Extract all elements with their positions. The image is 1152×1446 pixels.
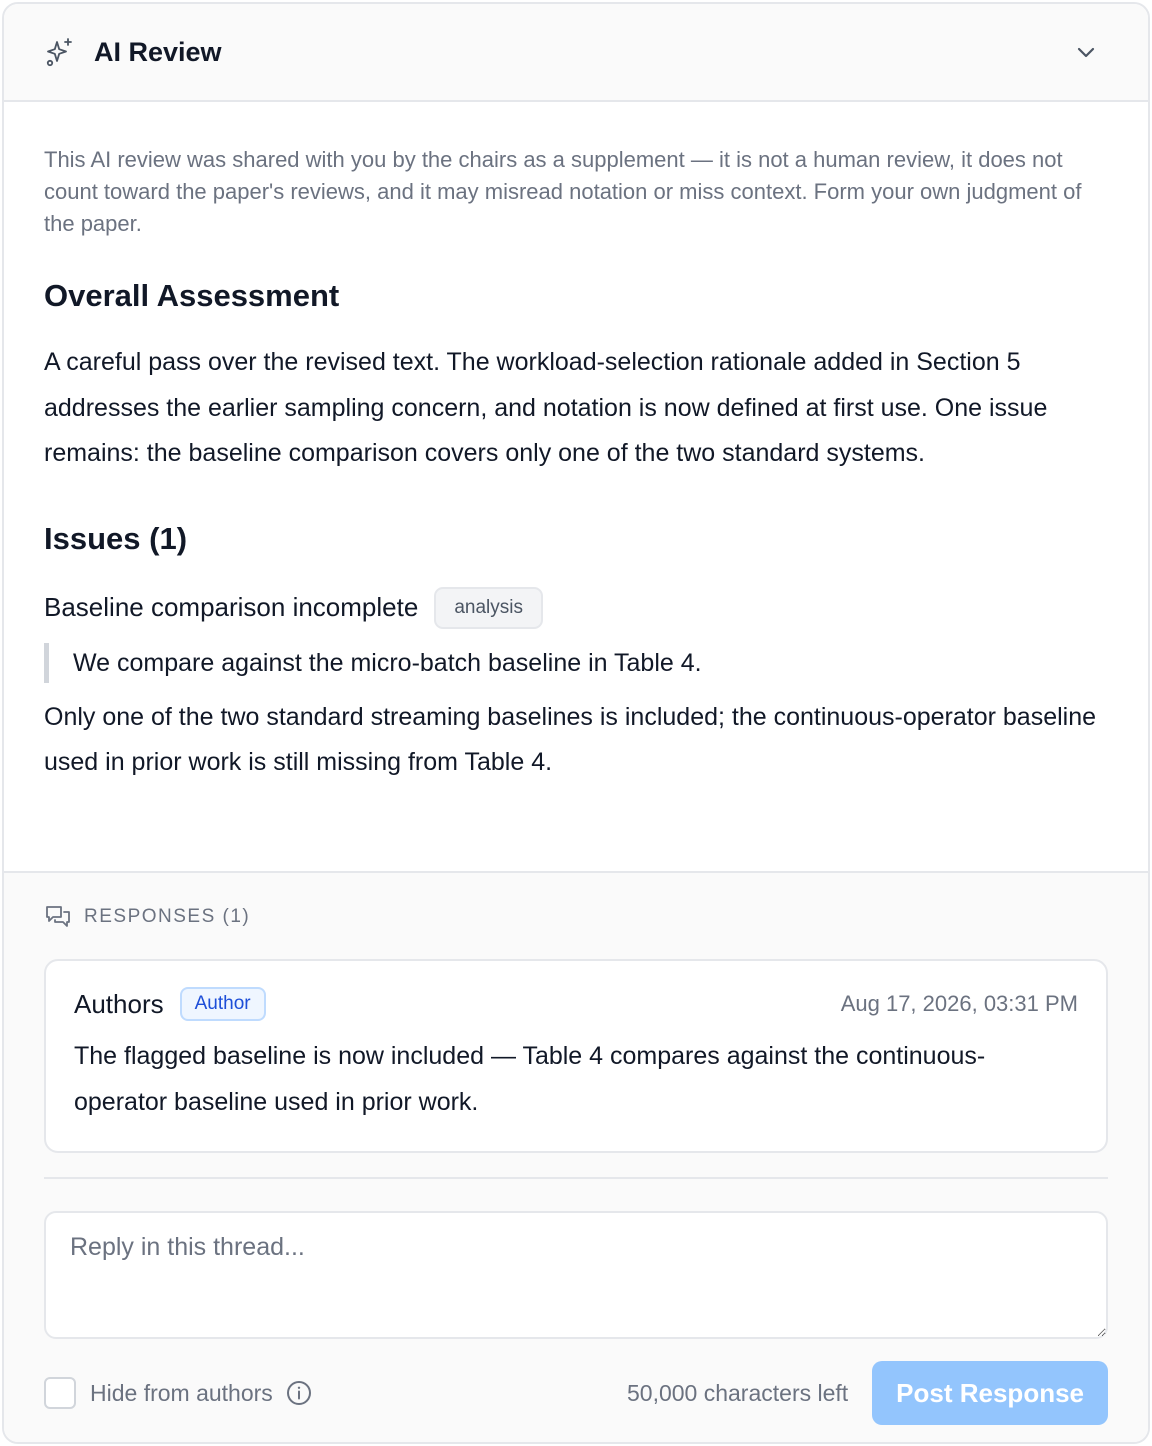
info-icon[interactable]: [285, 1379, 313, 1407]
response-card-header: [74, 987, 1078, 1021]
issue-title: Baseline comparison incomplete: [44, 592, 419, 622]
issue-category-tag: analysis: [434, 587, 543, 629]
sparkle-icon: [44, 36, 76, 68]
response-card: [44, 959, 1108, 1153]
hide-from-authors-label[interactable]: Hide from authors: [90, 1379, 273, 1406]
issue-description: Only one of the two standard streaming baselines is included; the continuous-operator baseline used in prior work is still missing from Table 4.: [44, 702, 1097, 776]
characters-left-counter: 50,000 characters left: [626, 1379, 849, 1406]
panel-title: AI Review: [94, 36, 222, 67]
overall-assessment-heading: Overall Assessment: [44, 278, 340, 313]
response-author: Authors: [74, 988, 164, 1019]
responses-header: [44, 873, 1108, 959]
issues-heading: Issues (1): [44, 520, 188, 556]
reply-footer: [44, 1360, 1108, 1426]
issue-quote: We compare against the micro-batch baseline in Table 4.: [44, 643, 1108, 683]
disclaimer-text: This AI review was shared with you by the chairs as a supplement — it is not a human review, it does not count toward the paper's reviews, and it may misread notation or miss context. Form your own judgment of the paper.: [44, 147, 1082, 236]
issue-header: [44, 587, 1108, 629]
response-timestamp: Aug 17, 2026, 03:31 PM: [840, 991, 1078, 1016]
response-text: The flagged baseline is now included — Table 4 compares against the continuous-operator baseline used in prior work.: [74, 1042, 986, 1116]
chat-bubbles-icon: [44, 903, 72, 931]
hide-from-authors-checkbox[interactable]: [44, 1377, 76, 1409]
chevron-down-icon[interactable]: [1072, 38, 1100, 66]
author-role-badge: Author: [180, 987, 266, 1021]
reply-input[interactable]: [44, 1211, 1108, 1339]
ai-review-panel: [2, 2, 1150, 1444]
responses-section: [4, 871, 1148, 1442]
issue-item: [44, 587, 1108, 786]
responses-count-label: RESPONSES (1): [84, 906, 251, 927]
review-body: [4, 102, 1148, 786]
panel-header[interactable]: [4, 4, 1148, 102]
divider: [44, 1177, 1108, 1179]
overall-assessment-text: A careful pass over the revised text. The workload-selection rationale added in Section 5 addresses the earlier sampling concern, and notation is now defined at first use. One issue remains: the baseline comparison covers only one of the two standard systems.: [44, 348, 1048, 467]
post-response-button[interactable]: Post Response: [872, 1361, 1108, 1425]
